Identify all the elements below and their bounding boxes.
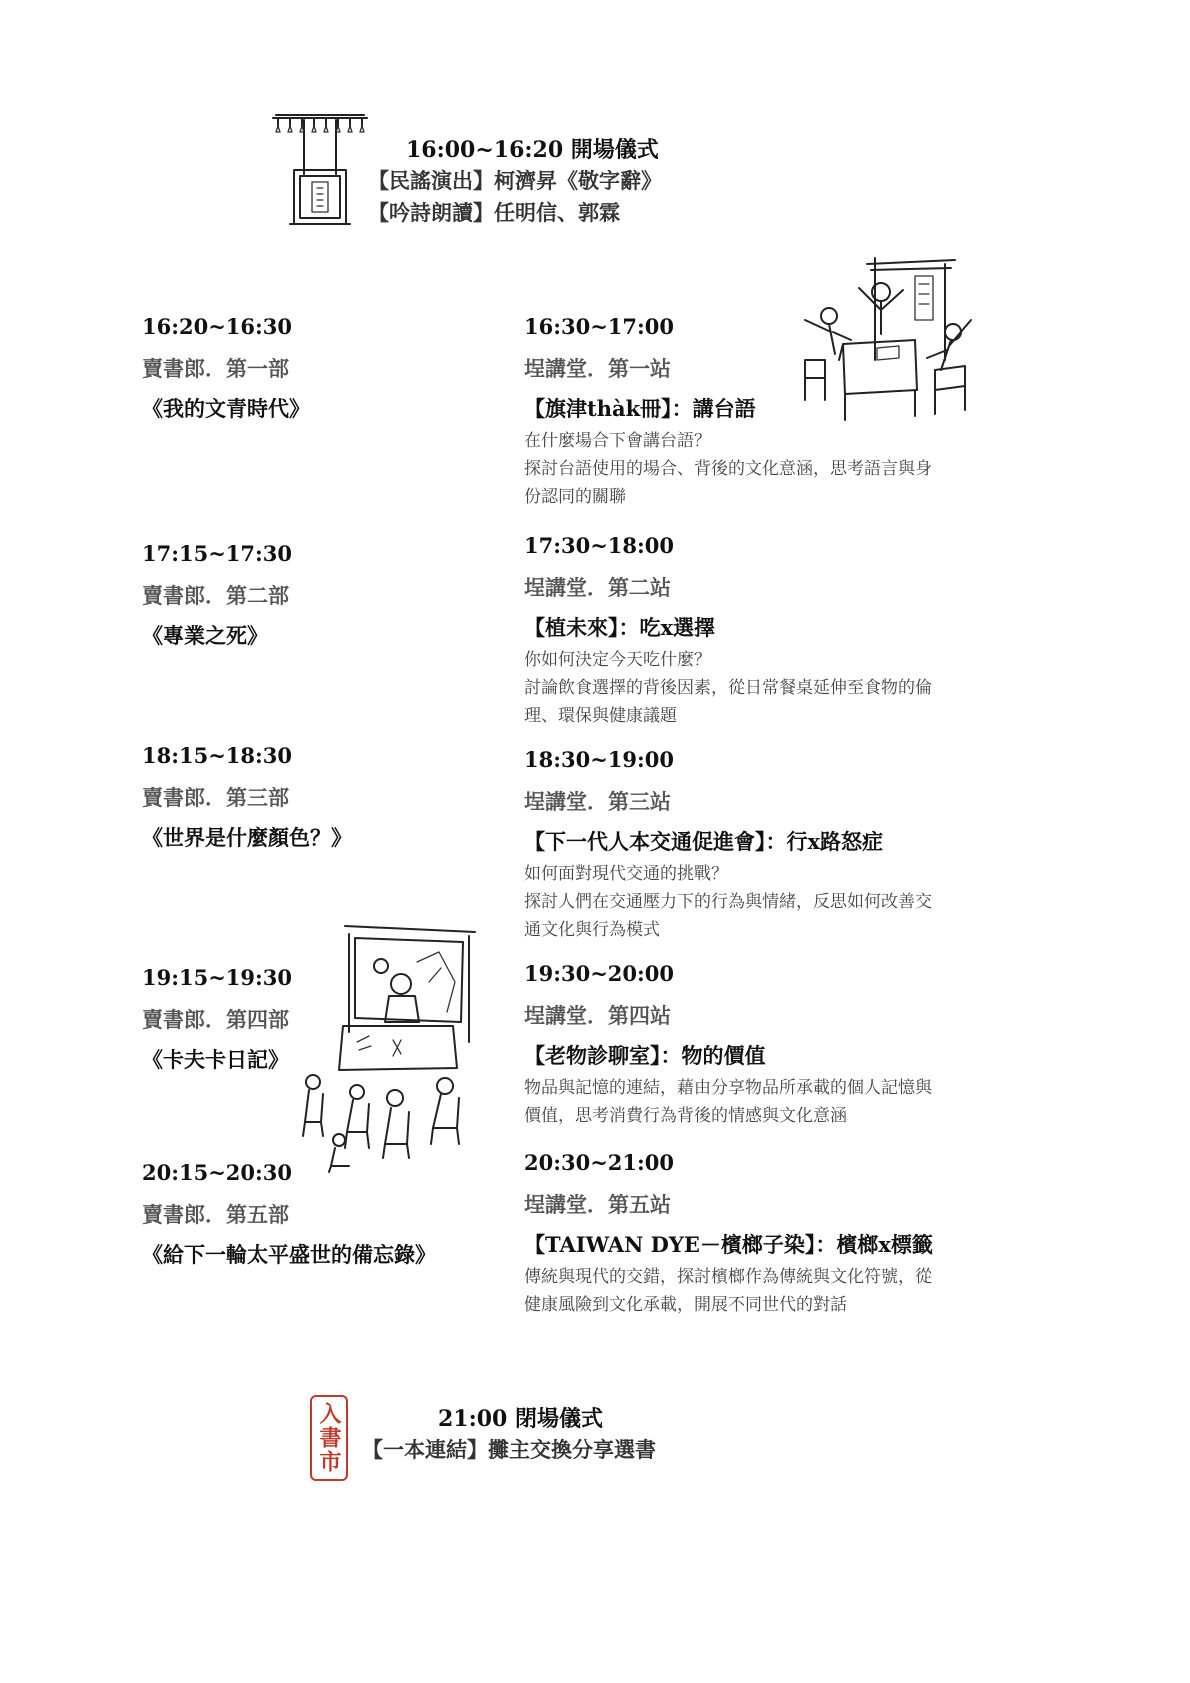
session-description — [524, 1074, 1004, 1130]
opening-recitation: 【吟詩朗讀】任明信、郭霖 — [368, 200, 620, 225]
left-session-5 — [142, 1160, 436, 1269]
session-time: 20:15~20:30 — [142, 1160, 292, 1185]
right-session-4 — [524, 961, 1004, 1130]
description-line: 討論飲食選擇的背後因素，從日常餐桌延伸至食物的倫 — [524, 678, 932, 698]
session-part: 賣書郎．第四部 — [142, 1007, 289, 1032]
session-station: 埕講堂．第一站 — [524, 356, 671, 381]
session-station: 埕講堂．第三站 — [524, 789, 671, 814]
session-time: 16:30~17:00 — [524, 314, 674, 339]
session-title: 《卡夫卡日記》 — [142, 1047, 289, 1072]
session-title: 《世界是什麼顏色？》 — [142, 825, 352, 850]
left-session-4 — [142, 965, 292, 1074]
closing-exchange: 【一本連結】攤主交換分享選書 — [362, 1437, 656, 1462]
session-station: 埕講堂．第二站 — [524, 575, 671, 600]
description-line: 你如何決定今天吃什麼？ — [524, 650, 711, 670]
session-description — [524, 860, 1004, 944]
closing-time-title: 21:00 閉場儀式 — [438, 1406, 604, 1432]
session-description — [524, 427, 1004, 511]
session-time: 18:15~18:30 — [142, 743, 292, 768]
left-session-3 — [142, 743, 352, 852]
session-title: 《我的文青時代》 — [142, 396, 310, 421]
session-title: 【旗津thàk冊】：講台語 — [524, 396, 756, 421]
description-line: 如何面對現代交通的挑戰？ — [524, 864, 728, 884]
session-title: 【植未來】：吃x選擇 — [524, 615, 716, 640]
session-time: 17:15~17:30 — [142, 541, 292, 566]
description-line: 份認同的關聯 — [524, 487, 626, 507]
description-line: 傳統與現代的交錯，探討檳榔作為傳統與文化符號，從 — [524, 1267, 932, 1287]
description-line: 探討人們在交通壓力下的行為與情緒，反思如何改善交 — [524, 892, 932, 912]
kiosk-illustration — [270, 112, 370, 232]
right-session-2 — [524, 533, 1004, 730]
seal-stamp — [310, 1395, 348, 1481]
left-session-2 — [142, 541, 292, 650]
description-line: 通文化與行為模式 — [524, 920, 660, 940]
session-station: 埕講堂．第五站 — [524, 1192, 671, 1217]
session-title: 【TAIWAN DYE－檳榔子染】：檳榔x標籤 — [524, 1232, 933, 1257]
session-time: 20:30~21:00 — [524, 1150, 674, 1175]
description-line: 價值，思考消費行為背後的情感與文化意涵 — [524, 1106, 847, 1126]
description-line: 探討台語使用的場合、背後的文化意涵，思考語言與身 — [524, 459, 932, 479]
session-title: 《專業之死》 — [142, 623, 268, 648]
session-time: 18:30~19:00 — [524, 747, 674, 772]
session-station: 埕講堂．第四站 — [524, 1003, 671, 1028]
right-session-3 — [524, 747, 1004, 944]
session-part: 賣書郎．第一部 — [142, 356, 289, 381]
session-title: 【老物診聊室】：物的價值 — [524, 1043, 766, 1068]
session-time: 17:30~18:00 — [524, 533, 674, 558]
session-time: 19:15~19:30 — [142, 965, 292, 990]
session-time: 19:30~20:00 — [524, 961, 674, 986]
right-session-5 — [524, 1150, 1004, 1319]
session-description — [524, 1263, 1004, 1319]
opening-time-title: 16:00~16:20 開場儀式 — [406, 137, 659, 163]
session-part: 賣書郎．第二部 — [142, 583, 289, 608]
session-title: 《給下一輪太平盛世的備忘錄》 — [142, 1242, 436, 1267]
description-line: 在什麼場合下會講台語？ — [524, 431, 711, 451]
session-time: 16:20~16:30 — [142, 314, 292, 339]
left-session-1 — [142, 314, 310, 423]
session-part: 賣書郎．第五部 — [142, 1202, 289, 1227]
description-line: 健康風險到文化承載，開展不同世代的對話 — [524, 1295, 847, 1315]
right-session-1 — [524, 314, 1004, 511]
session-title: 【下一代人本交通促進會】：行x路怒症 — [524, 829, 884, 854]
session-part: 賣書郎．第三部 — [142, 785, 289, 810]
description-line: 理、環保與健康議題 — [524, 706, 677, 726]
seal-text: 入書市 — [316, 1402, 342, 1474]
opening-performance: 【民謠演出】柯濟昇《敬字辭》 — [368, 168, 662, 193]
description-line: 物品與記憶的連結，藉由分享物品所承載的個人記憶與 — [524, 1078, 932, 1098]
stage-illustration — [297, 922, 482, 1172]
session-description — [524, 646, 1004, 730]
